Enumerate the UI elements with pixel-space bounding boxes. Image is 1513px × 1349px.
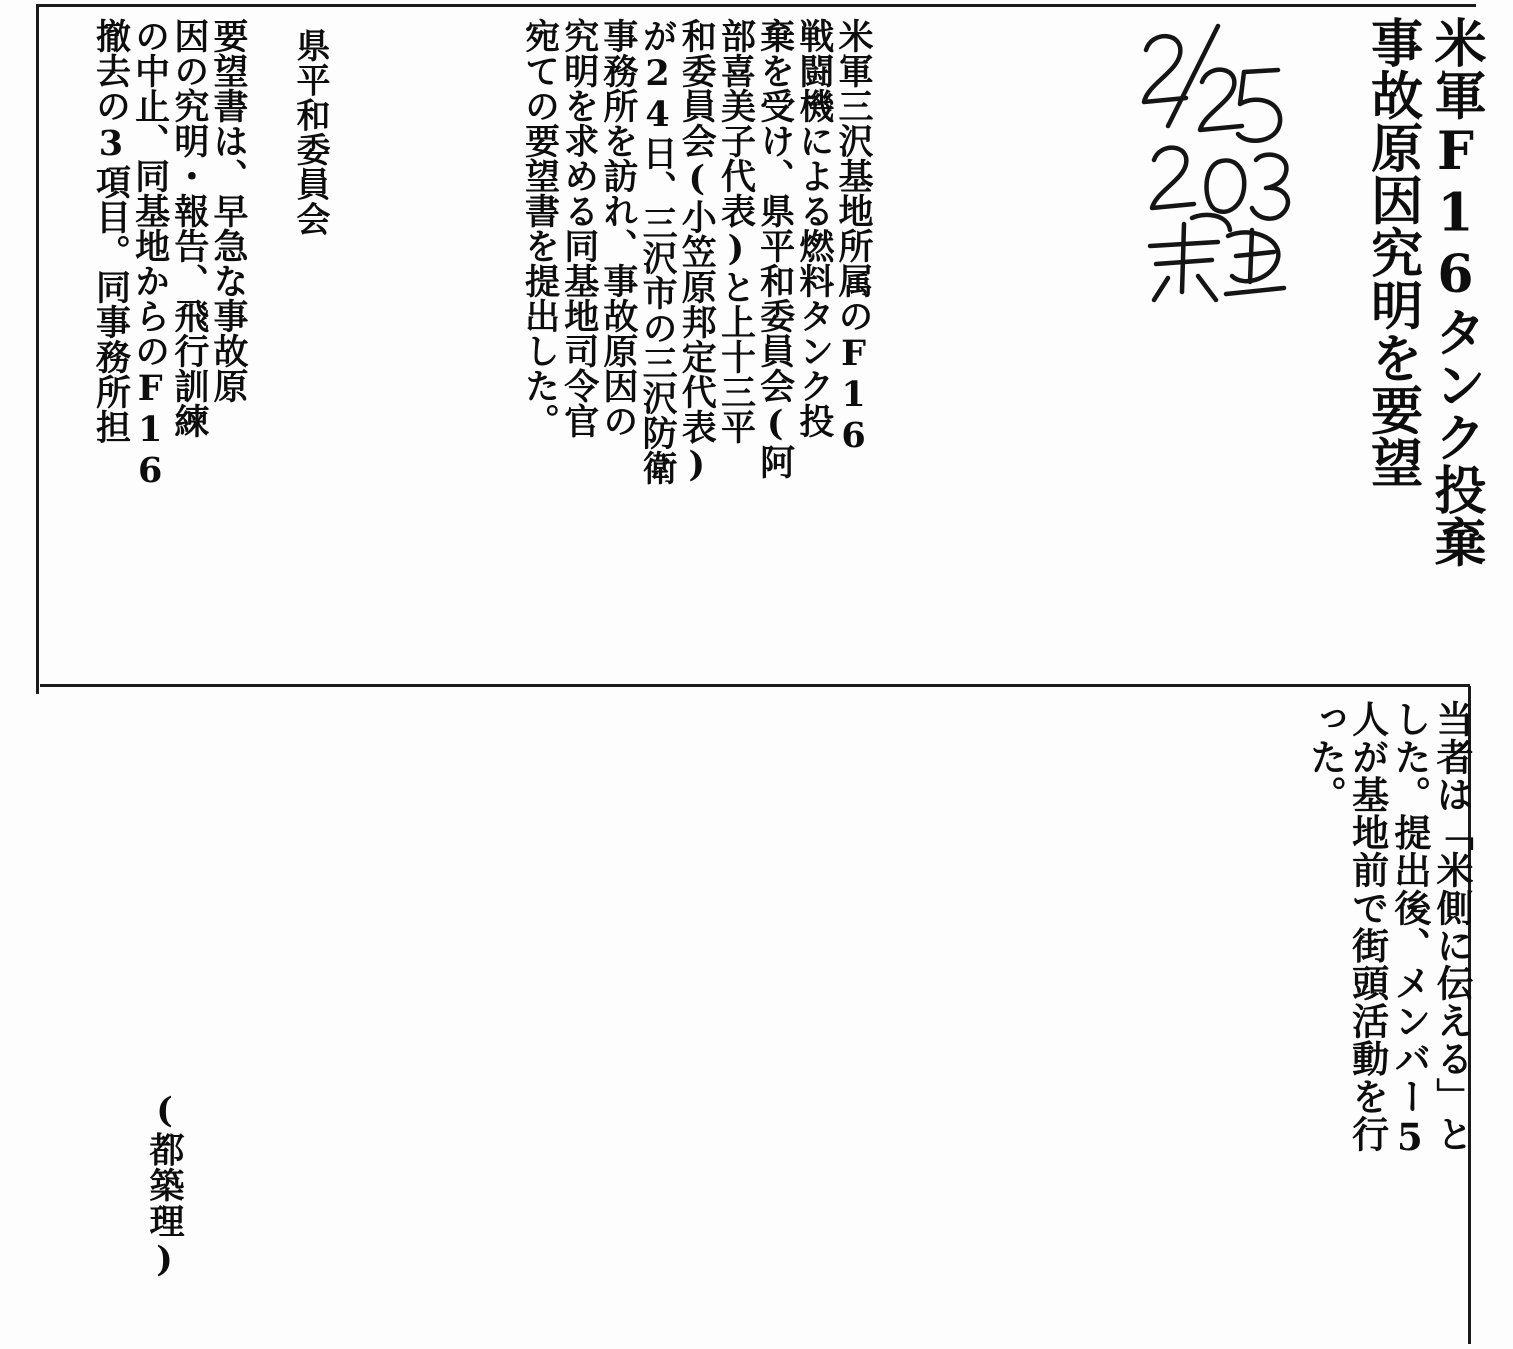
body-column-1: 米軍三沢基地所属のF16 戦闘機による燃料タンク投 棄を受け、県平和委員会(阿 部喜美子代表)と上十三平 和委員会(小笠原邦定代表) が24日、三沢市の三沢防衛 事務所を訪れ、事故原因の 究明を求める同基地司令官 宛ての要望書を提出した。 [519, 18, 874, 485]
kicker: 県平和委員会 [290, 28, 330, 237]
clipping-top-rule [36, 4, 1476, 7]
clipping-middle-rule [40, 684, 1470, 687]
body-column-2: 要望書は、早急な事故原 因の究明・報告、飛行訓練 の中止、同基地からのF16 撤去の3項目。同事務所担 [90, 18, 249, 491]
clipping-left-rule [36, 4, 39, 694]
headline: 米軍F16タンク投棄 事故原因究明を要望 [1361, 16, 1486, 569]
byline: (都築理) [144, 1090, 185, 1281]
continuation-column-1: 当者は「米側に伝える」と した。提出後、メンバー5 人が基地前で街頭活動を行 った。 [1303, 700, 1474, 1160]
handwritten-date-annotation [1132, 10, 1322, 310]
